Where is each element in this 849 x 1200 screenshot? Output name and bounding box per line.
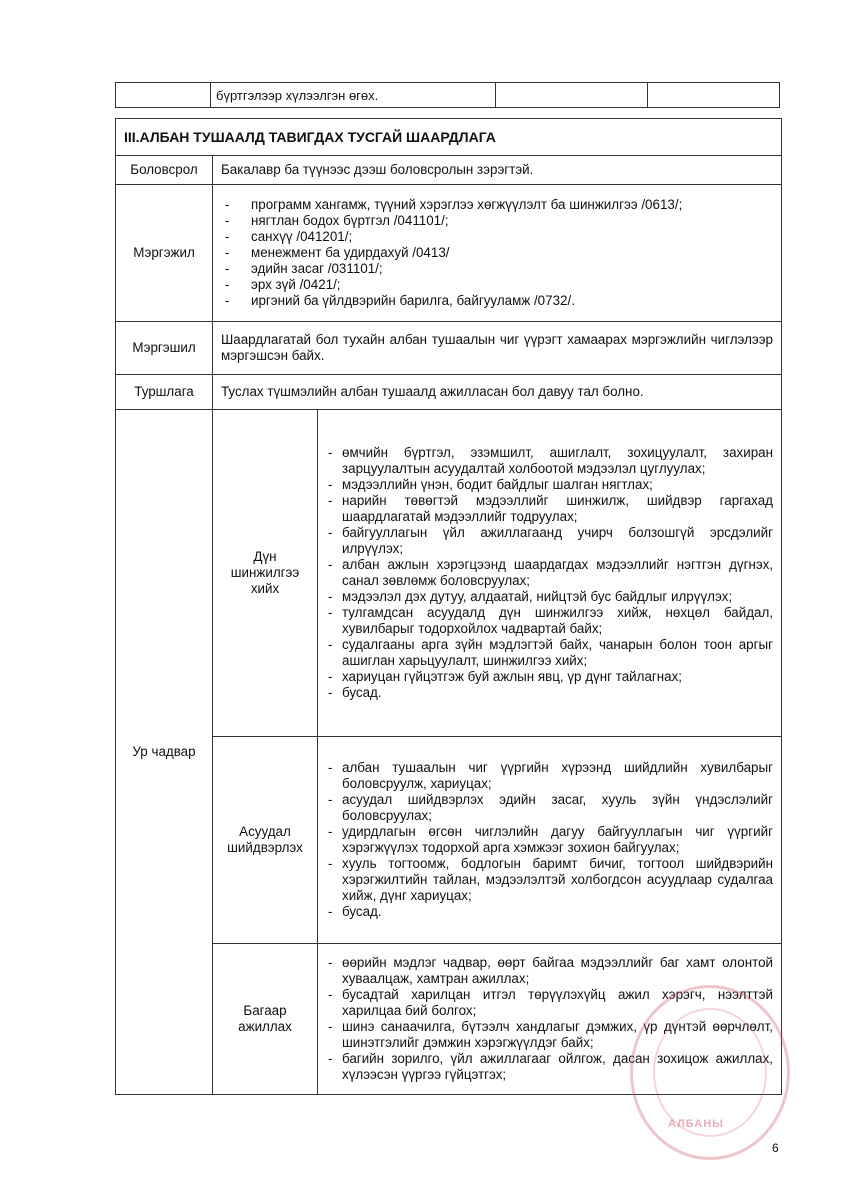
list-item: - бусадтай харилцан итгэл төрүүлэхүйц ажил хэрэгч, нээлттэй харилцаа бий болгох; <box>326 987 773 1019</box>
empty-cell <box>648 83 780 108</box>
list-item: - мэдээллийн үнэн, бодит байдлыг шалган нягтлах; <box>326 477 773 493</box>
empty-cell <box>496 83 648 108</box>
list-item: - байгууллагын үйл ажиллагаанд учирч болзошгүй эрсдэлийг илрүүлэх; <box>326 525 773 557</box>
list-item: - программ хангамж, түүний хэрэглээ хөгжүүлэлт ба шинжилгээ /0613/; <box>221 197 773 213</box>
list-item: - мэдээлэл дэх дутуу, алдаатай, нийцтэй бус байдлыг илрүүлэх; <box>326 589 773 605</box>
skill-list <box>326 760 773 920</box>
stamp-text: АЛБАНЫ <box>668 1118 724 1130</box>
specialization-label: Мэргэшил <box>116 322 213 375</box>
list-item: - албан тушаалын чиг үүргийн хүрээнд шийдлийн хувилбарыг боловсруулж, хариуцах; <box>326 760 773 792</box>
list-item: - удирдлагын өгсөн чиглэлийн дагуу байгууллагын чиг үүргийг хэрэгжүүлэх тодорхой арга хэмжээг зохион байгуулах; <box>326 824 773 856</box>
list-item: - хууль тогтоомж, бодлогын баримт бичиг, тогтоол шийдвэрийн хэрэгжилтийн тайлан, мэдээлэлтэй холбогдсон асуудлаар судалгаа хийж, дүнг хариуцах; <box>326 856 773 904</box>
profession-list-cell <box>213 185 782 322</box>
skill-list <box>326 445 773 701</box>
skill-group-items <box>318 410 782 737</box>
list-item: - бусад. <box>326 685 773 701</box>
continued-table-row <box>115 82 780 108</box>
experience-label: Туршлага <box>116 375 213 410</box>
requirements-table <box>115 118 782 1095</box>
skill-group-label: Дүн шинжилгээ хийх <box>213 410 318 737</box>
list-item: - асуудал шийдвэрлэх эдийн засаг, хууль зүйн үндэслэлийг боловсруулах; <box>326 792 773 824</box>
empty-cell <box>116 83 211 108</box>
list-item: - нарийн төвөгтэй мэдээллийг шинжилж, шийдвэр гаргахад шаардлагатай мэдээллийг тодруулах; <box>326 493 773 525</box>
skills-label: Ур чадвар <box>116 410 213 1095</box>
list-item: - өөрийн мэдлэг чадвар, өөрт байгаа мэдээллийг баг хамт олонтой хуваалцаж, хамтран ажиллах; <box>326 955 773 987</box>
list-item: - хариуцан гүйцэтгэж буй ажлын явц, үр дүнг тайлагнах; <box>326 669 773 685</box>
section-title: III.АЛБАН ТУШААЛД ТАВИГДАХ ТУСГАЙ ШААРДЛАГА <box>116 119 782 156</box>
experience-text: Туслах түшмэлийн албан тушаалд ажилласан бол давуу тал болно. <box>213 375 782 410</box>
education-text: Бакалавр ба түүнээс дээш боловсролын зэрэгтэй. <box>213 156 782 185</box>
list-item: - нягтлан бодох бүртгэл /041101/; <box>221 213 773 229</box>
education-label: Боловсрол <box>116 156 213 185</box>
continued-text-cell: бүртгэлээр хүлээлгэн өгөх. <box>211 83 496 108</box>
list-item: - бусад. <box>326 904 773 920</box>
list-item: - өмчийн бүртгэл, эзэмшилт, ашиглалт, зохицуулалт, захиран зарцуулалтын асуудалтай холбоотой мэдээлэл цуглуулах; <box>326 445 773 477</box>
list-item: - багийн зорилго, үйл ажиллагааг ойлгож, дасан зохицож ажиллах, хүлээсэн үүргээ гүйцэтгэх; <box>326 1051 773 1083</box>
skill-group-label: Багаар ажиллах <box>213 944 318 1095</box>
list-item: - албан ажлын хэрэгцээнд шаардагдах мэдээллийг нэгтгэн дүгнэх, санал зөвлөмж боловсруулах; <box>326 557 773 589</box>
page-number: 6 <box>772 1141 779 1155</box>
profession-list <box>221 197 773 309</box>
skill-group-items <box>318 737 782 944</box>
list-item: - шинэ санаачилга, бүтээлч хандлагыг дэмжих, үр дүнтэй өөрчлөлт, шинэтгэлийг дэмжин хэрэгжүүлдэг байх; <box>326 1019 773 1051</box>
skill-group-label: Асуудал шийдвэрлэх <box>213 737 318 944</box>
list-item: - иргэний ба үйлдвэрийн барилга, байгууламж /0732/. <box>221 293 773 309</box>
list-item: - эдийн засаг /031101/; <box>221 261 773 277</box>
specialization-text: Шаардлагатай бол тухайн албан тушаалын чиг үүрэгт хамаарах мэргэжлийн чиглэлээр мэргэшсэн байх. <box>213 322 782 375</box>
list-item: - эрх зүй /0421/; <box>221 277 773 293</box>
list-item: - санхүү /041201/; <box>221 229 773 245</box>
list-item: - судалгааны арга зүйн мэдлэгтэй байх, чанарын болон тоон аргыг ашиглан харьцуулалт, шинжилгээ хийх; <box>326 637 773 669</box>
profession-label: Мэргэжил <box>116 185 213 322</box>
list-item: - менежмент ба удирдахуй /0413/ <box>221 245 773 261</box>
official-stamp <box>630 985 790 1160</box>
list-item: - тулгамдсан асуудалд дүн шинжилгээ хийж, нөхцөл байдал, хувилбарыг тодорхойлох чадвартай байх; <box>326 605 773 637</box>
